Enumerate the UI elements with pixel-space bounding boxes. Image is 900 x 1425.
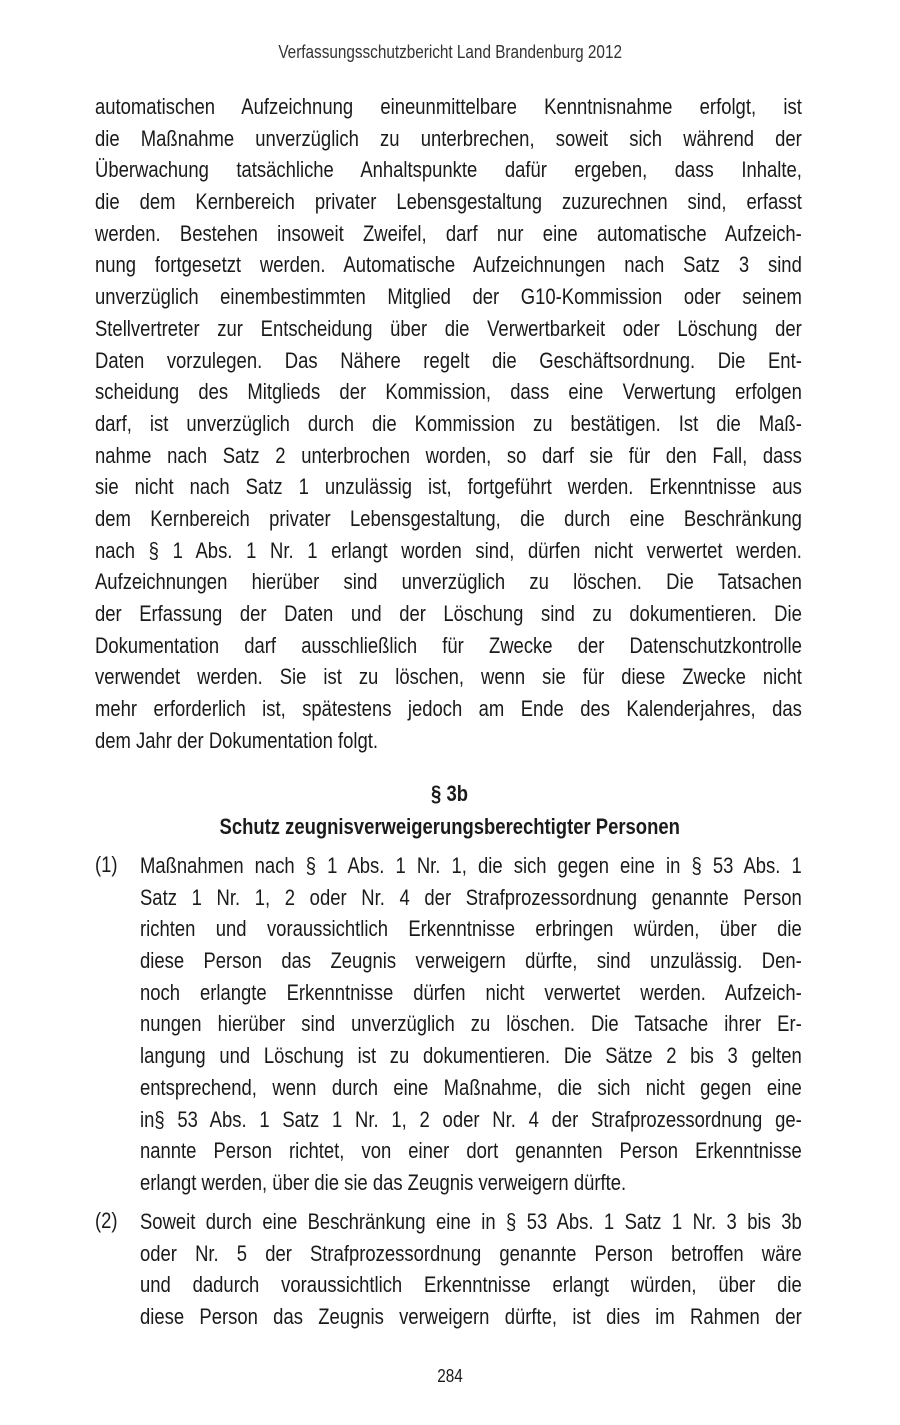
text-line: sie nicht nach Satz 1 unzulässig ist, fortgeführt werden. Erkenntnisse aus [95, 474, 802, 500]
text-line: scheidung des Mitglieds der Kommission, dass eine Verwertung erfolgen [95, 379, 802, 405]
list-item-2 [140, 1206, 802, 1333]
text-line: verwendet werden. Sie ist zu löschen, wenn sie für diese Zwecke nicht [95, 664, 802, 690]
text-line: Soweit durch eine Beschränkung eine in § 53 Abs. 1 Satz 1 Nr. 3 bis 3b [140, 1209, 802, 1234]
text-line: noch erlangte Erkenntnisse dürfen nicht verwertet werden. Aufzeich- [140, 979, 802, 1005]
page-number-text: 284 [437, 1366, 463, 1386]
text-line: und dadurch voraussichtlich Erkenntnisse erlangt würden, über die [140, 1272, 802, 1298]
text-line: die Maßnahme unverzüglich zu unterbrechen, soweit sich während der [95, 125, 802, 151]
text-line: oder Nr. 5 der Strafprozessordnung genannte Person betroffen wäre [140, 1240, 802, 1266]
list-item-1 [140, 850, 802, 1199]
section-number [0, 781, 900, 807]
text-line: nung fortgesetzt werden. Automatische Aufzeichnungen nach Satz 3 sind [95, 252, 802, 278]
text-line: Maßnahmen nach § 1 Abs. 1 Nr. 1, die sich gegen eine in § 53 Abs. 1 [140, 853, 802, 878]
text-line: Überwachung tatsächliche Anhaltspunkte dafür ergeben, dass Inhalte, [95, 157, 802, 183]
text-line: mehr erforderlich ist, spätestens jedoch am Ende des Kalenderjahres, das [95, 696, 802, 722]
section-number-text: § 3b [431, 781, 469, 806]
running-header-text: Verfassungsschutzbericht Land Brandenburg 2012 [278, 42, 622, 62]
text-line: die dem Kernbereich privater Lebensgestaltung zuzurechnen sind, erfasst [95, 189, 802, 215]
text-line: Stellvertreter zur Entscheidung über die Verwertbarkeit oder Löschung der [95, 315, 802, 341]
body-paragraph [95, 91, 802, 756]
text-line: diese Person das Zeugnis verweigern dürfte, sind unzulässig. Den- [140, 948, 802, 974]
section-title-text: Schutz zeugnisverweigerungsberechtigter Personen [219, 814, 681, 839]
text-line: der Erfassung der Daten und der Löschung sind zu dokumentieren. Die [95, 601, 802, 626]
text-line: nahme nach Satz 2 unterbrochen worden, so darf sie für den Fall, dass [95, 442, 802, 468]
text-line: Aufzeichnungen hierüber sind unverzüglich zu löschen. Die Tatsachen [95, 569, 802, 595]
page-number [0, 1366, 900, 1387]
text-line: automatischen Aufzeichnung eineunmittelbare Kenntnisnahme erfolgt, ist [95, 94, 802, 119]
text-line: nannte Person richtet, von einer dort genannten Person Erkenntnisse [140, 1138, 802, 1164]
text-line: unverzüglich einembestimmten Mitglied der G10-Kommission oder seinem [95, 284, 802, 310]
text-line: langung und Löschung ist zu dokumentieren. Die Sätze 2 bis 3 gelten [140, 1043, 802, 1069]
text-line: dem Kernbereich privater Lebensgestaltung, die durch eine Beschränkung [95, 505, 802, 531]
text-line: diese Person das Zeugnis verweigern dürfte, ist dies im Rahmen der [140, 1304, 802, 1330]
text-line: erlangt werden, über die sie das Zeugnis verweigern dürfte. [140, 1169, 627, 1195]
text-line: Satz 1 Nr. 1, 2 oder Nr. 4 der Strafprozessordnung genannte Person [140, 884, 802, 910]
item-number-2: (2) [95, 1208, 118, 1233]
text-line: darf, ist unverzüglich durch die Kommission zu bestätigen. Ist die Maß- [95, 410, 802, 436]
item-number-1: (1) [95, 852, 118, 877]
text-line: dem Jahr der Dokumentation folgt. [95, 727, 379, 753]
text-line: richten und voraussichtlich Erkenntnisse erbringen würden, über die [140, 916, 802, 942]
section-title [0, 814, 900, 840]
text-line: werden. Bestehen insoweit Zweifel, darf nur eine automatische Aufzeich- [95, 220, 802, 246]
text-line: in§ 53 Abs. 1 Satz 1 Nr. 1, 2 oder Nr. 4 der Strafprozessordnung ge- [140, 1106, 802, 1132]
text-line: Dokumentation darf ausschließlich für Zwecke der Datenschutzkontrolle [95, 632, 802, 658]
text-line: Daten vorzulegen. Das Nähere regelt die Geschäftsordnung. Die Ent- [95, 347, 802, 373]
text-line: entsprechend, wenn durch eine Maßnahme, die sich nicht gegen eine [140, 1074, 802, 1100]
text-line: nungen hierüber sind unverzüglich zu löschen. Die Tatsache ihrer Er- [140, 1011, 802, 1037]
text-line: nach § 1 Abs. 1 Nr. 1 erlangt worden sind, dürfen nicht verwertet werden. [95, 537, 802, 563]
running-header [0, 42, 900, 63]
